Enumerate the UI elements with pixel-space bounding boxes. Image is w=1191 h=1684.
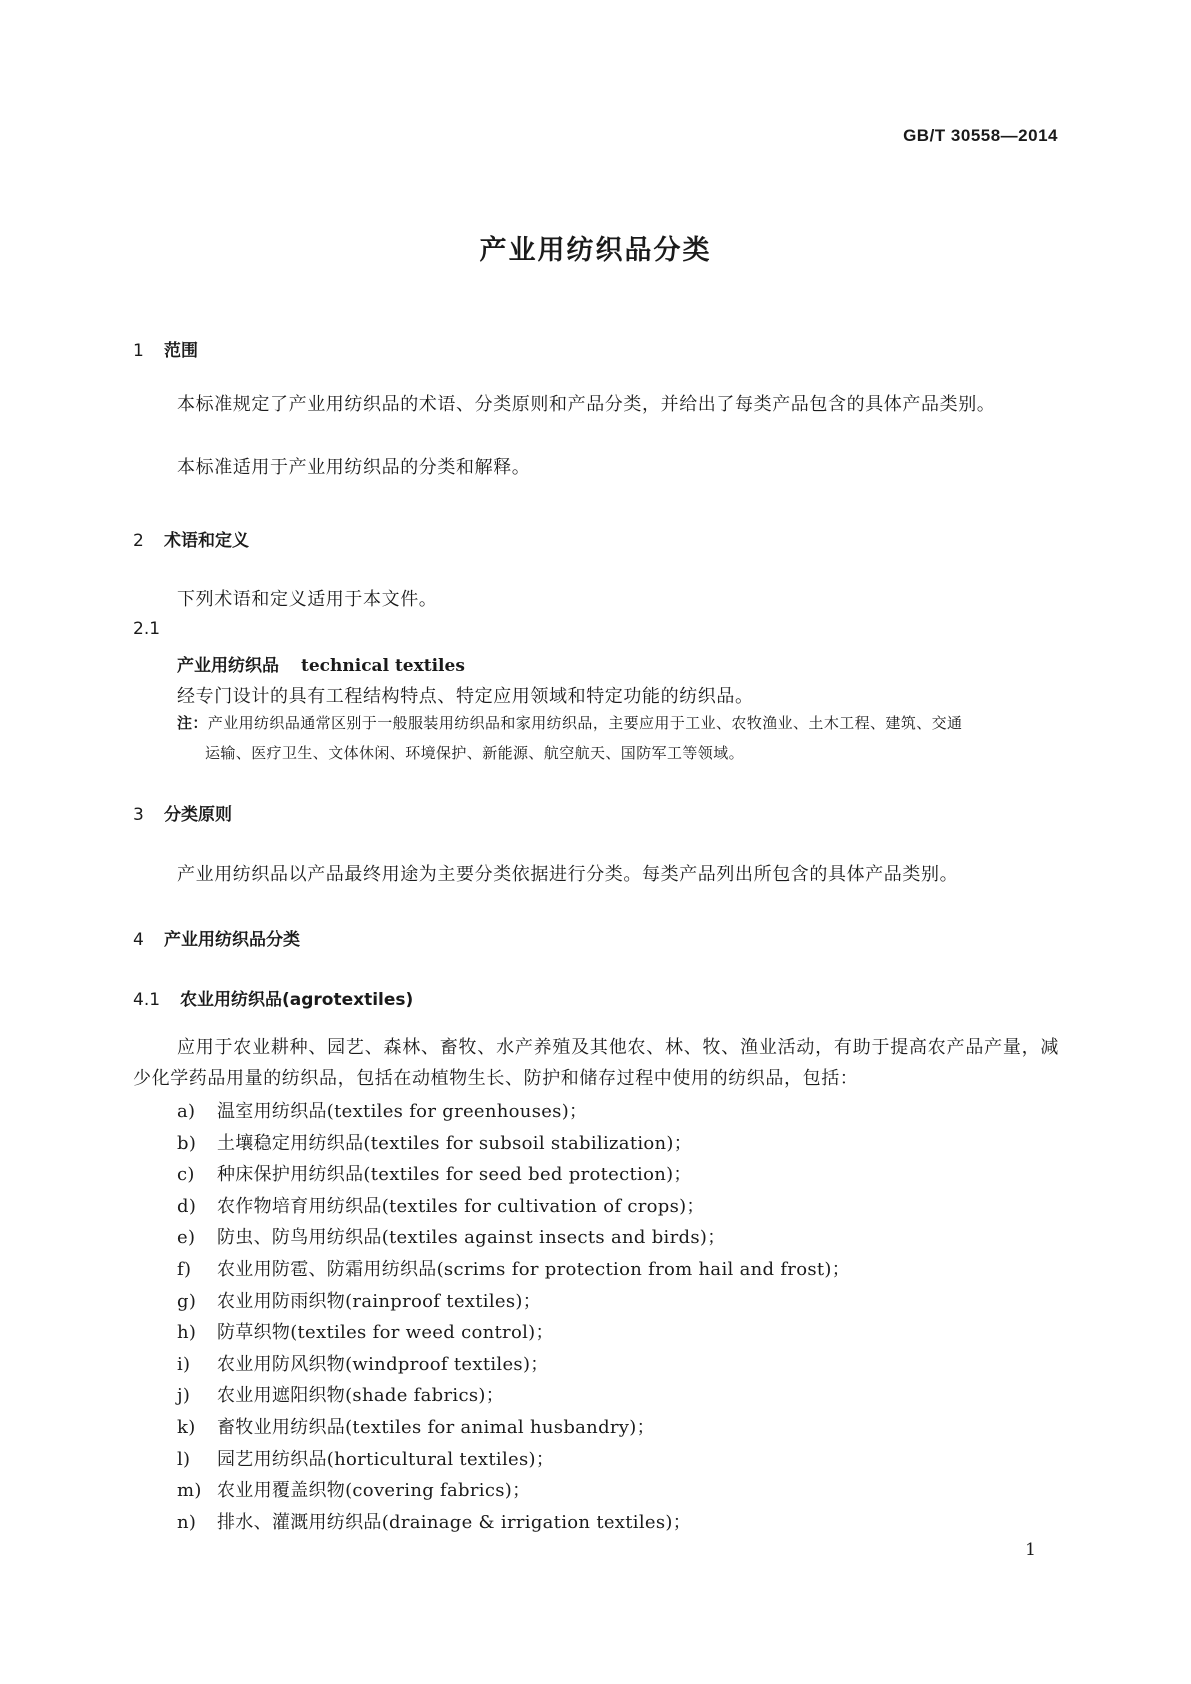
list-item-marker: j): [177, 1385, 191, 1407]
list-item-marker: d): [177, 1195, 197, 1217]
list-item-marker: c): [177, 1164, 195, 1186]
section-3-number: 3: [133, 805, 144, 825]
note-line-2: 运输、医疗卫生、文体休闲、环境保护、新能源、航空航天、国防军工等领域。: [205, 744, 745, 762]
list-item: [177, 1444, 850, 1476]
document-title: 产业用纺织品分类: [479, 235, 712, 266]
list-item-text: 农作物培育用纺织品(textiles for cultivation of crops)；: [217, 1195, 705, 1217]
section-2-intro: 下列术语和定义适用于本文件。: [177, 589, 438, 610]
note-line-1: 产业用纺织品通常区别于一般服装用纺织品和家用纺织品，主要应用于工业、农牧渔业、土木工程、建筑、交通: [207, 714, 963, 732]
list-item-text: 温室用纺织品(textiles for greenhouses)；: [217, 1101, 588, 1122]
section-2-heading: [133, 526, 249, 551]
section-2-number: 2: [133, 531, 144, 551]
list-item: [177, 1096, 850, 1128]
list-item: [177, 1412, 850, 1444]
list-item: [177, 1317, 850, 1349]
term-definition: 经专门设计的具有工程结构特点、特定应用领域和特定功能的纺织品。: [177, 686, 754, 707]
list-item-text: 农业用覆盖织物(covering fabrics)；: [217, 1480, 531, 1502]
list-item-text: 种床保护用纺织品(textiles for seed bed protection)；: [217, 1164, 692, 1186]
list-item-text: 土壤稳定用纺织品(textiles for subsoil stabilization)；: [217, 1132, 693, 1154]
subsection-4-1-paragraph: 应用于农业耕种、园艺、森林、畜牧、水产养殖及其他农、林、牧、渔业活动，有助于提高农产品产量，减少化学药品用量的纺织品，包括在动植物生长、防护和储存过程中使用的纺织品，包括：: [133, 1037, 1059, 1089]
list-item: [177, 1349, 850, 1381]
section-3-heading: [133, 800, 232, 825]
list-item: [177, 1475, 850, 1507]
list-item-marker: b): [177, 1132, 197, 1154]
section-1-title: 范围: [164, 341, 198, 361]
subsection-4-1-heading: [133, 985, 413, 1010]
section-3-title: 分类原则: [164, 805, 232, 825]
section-3-paragraph: 产业用纺织品以产品最终用途为主要分类依据进行分类。每类产品列出所包含的具体产品类别。: [177, 864, 959, 885]
list-item-marker: g): [177, 1290, 197, 1312]
list-item: [177, 1507, 850, 1539]
list-item-marker: e): [177, 1227, 196, 1249]
section-4-number: 4: [133, 930, 144, 950]
subsection-4-1-number: 4.1: [133, 990, 161, 1010]
agrotextiles-list: [177, 1096, 850, 1538]
list-item-text: 防虫、防鸟用纺织品(textiles against insects and birds)；: [217, 1227, 726, 1249]
list-item-marker: f): [177, 1258, 192, 1280]
list-item: [177, 1286, 850, 1318]
term-chinese: 产业用纺织品: [177, 656, 279, 676]
list-item-marker: k): [177, 1416, 196, 1438]
section-2-title: 术语和定义: [164, 531, 249, 551]
section-4-title: 产业用纺织品分类: [164, 930, 300, 950]
list-item-text: 排水、灌溉用纺织品(drainage & irrigation textiles)；: [217, 1511, 692, 1533]
section-1-paragraph-2: 本标准适用于产业用纺织品的分类和解释。: [177, 457, 531, 478]
section-1-paragraph-1: 本标准规定了产业用纺织品的术语、分类原则和产品分类，并给出了每类产品包含的具体产品类别。: [177, 394, 996, 415]
list-item: [177, 1191, 850, 1223]
list-item: [177, 1380, 850, 1412]
list-item: [177, 1128, 850, 1160]
list-item-marker: h): [177, 1322, 197, 1344]
list-item-text: 农业用防雨织物(rainproof textiles)；: [217, 1290, 541, 1312]
list-item-text: 防草织物(textiles for weed control)；: [217, 1322, 554, 1344]
list-item-marker: a): [177, 1101, 196, 1122]
list-item: [177, 1254, 850, 1286]
list-item-text: 农业用防雹、防霜用纺织品(scrims for protection from hail and frost)；: [217, 1258, 851, 1280]
list-item-marker: l): [177, 1448, 191, 1470]
section-1-heading: [133, 336, 198, 361]
list-item-marker: n): [177, 1511, 197, 1533]
term-english: technical textiles: [301, 656, 465, 676]
standard-code: GB/T 30558—2014: [903, 126, 1058, 145]
list-item-marker: i): [177, 1353, 191, 1375]
list-item: [177, 1222, 850, 1254]
section-4-heading: [133, 925, 300, 950]
list-item: [177, 1159, 850, 1191]
list-item-text: 畜牧业用纺织品(textiles for animal husbandry)；: [217, 1416, 655, 1438]
section-1-number: 1: [133, 341, 144, 361]
list-item-text: 园艺用纺织品(horticultural textiles)；: [217, 1448, 555, 1470]
term-note: [177, 708, 1059, 768]
subsection-2-1-number: 2.1: [133, 619, 161, 639]
list-item-text: 农业用防风织物(windproof textiles)；: [217, 1353, 549, 1375]
list-item-text: 农业用遮阳织物(shade fabrics)；: [217, 1385, 504, 1407]
page-number: 1: [1025, 1540, 1036, 1560]
list-item-marker: m): [177, 1480, 202, 1502]
subsection-4-1-title: 农业用纺织品(agrotextiles): [180, 990, 414, 1010]
term-entry: [177, 651, 465, 676]
note-label: 注：: [177, 714, 208, 732]
